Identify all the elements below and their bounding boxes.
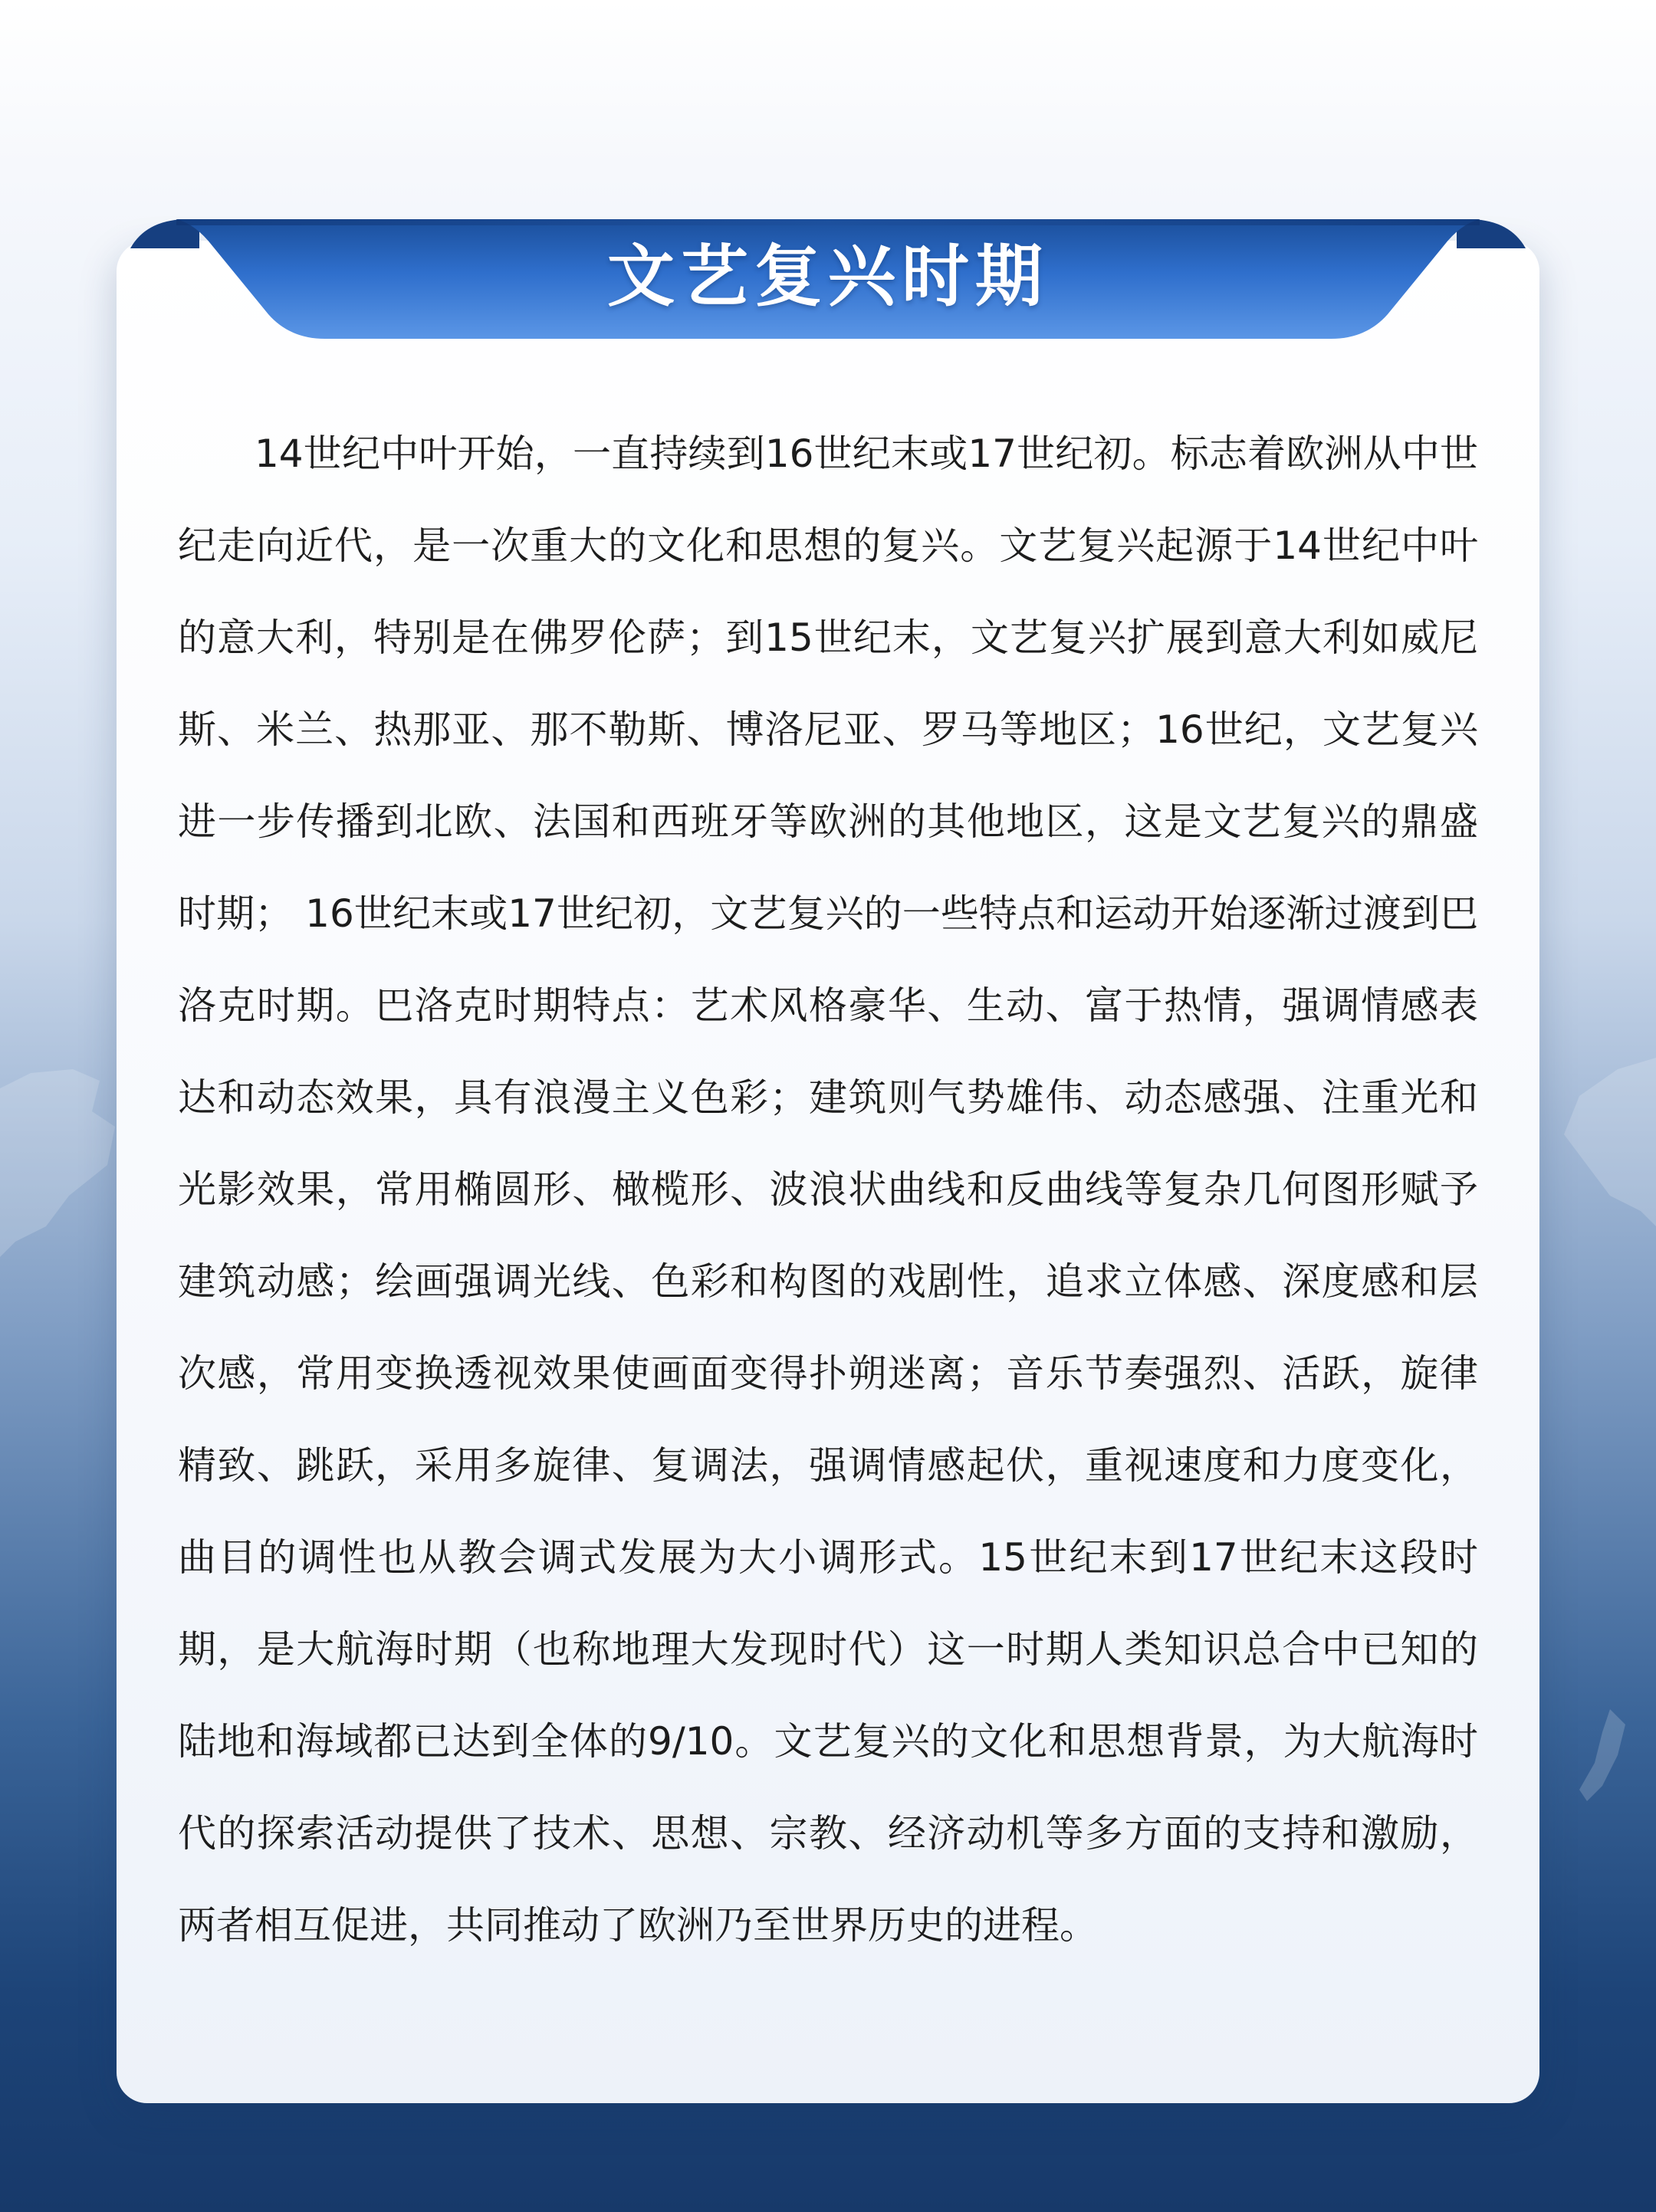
map-landmass-right: [1564, 1058, 1656, 1226]
banner-top-edge: [176, 219, 1480, 225]
page-title: 文艺复兴时期: [606, 236, 1049, 316]
map-landmass-left: [0, 1069, 115, 1257]
map-island-right: [1579, 1709, 1625, 1801]
article-text: 14世纪中叶开始，一直持续到16世纪末或17世纪初。标志着欧洲从中世纪走向近代，是一次重大的文化和思想的复兴。文艺复兴起源于14世纪中叶的意大利，特别是在佛罗伦萨；到15世纪末，文艺复兴扩展到意大利如威尼斯、米兰、热那亚、那不勒斯、博洛尼亚、罗马等地区；16世纪，文艺复兴进一步传播到北欧、法国和西班牙等欧洲的其他地区，这是文艺复兴的鼎盛时期； 16世纪末或17世纪初，文艺复兴的一些特点和运动开始逐渐过渡到巴洛克时期。巴洛克时期特点：艺术风格豪华、生动、富于热情，强调情感表达和动态效果，具有浪漫主义色彩；建筑则气势雄伟、动态感强、注重光和光影效果，常用椭圆形、橄榄形、波浪状曲线和反曲线等复杂几何图形赋予建筑动感；绘画强调光线、色彩和构图的戏剧性，追求立体感、深度感和层次感，常用变换透视效果使画面变得扑朔迷离；音乐节奏强烈、活跃，旋律精致、跳跃，采用多旋律、复调法，强调情感起伏，重视速度和力度变化，曲目的调性也从教会调式发展为大小调形式。15世纪末到17世纪末这段时期，是大航海时期（也称地理大发现时代）这一时期人类知识总合中已知的陆地和海域都已达到全体的9/10。文艺复兴的文化和思想背景，为大航海时代的探索活动提供了技术、思想、宗教、经济动机等多方面的支持和激励，两者相互促进，共同推动了欧洲乃至世界历史的进程。: [178, 432, 1478, 1948]
article-body: [178, 408, 1478, 1971]
